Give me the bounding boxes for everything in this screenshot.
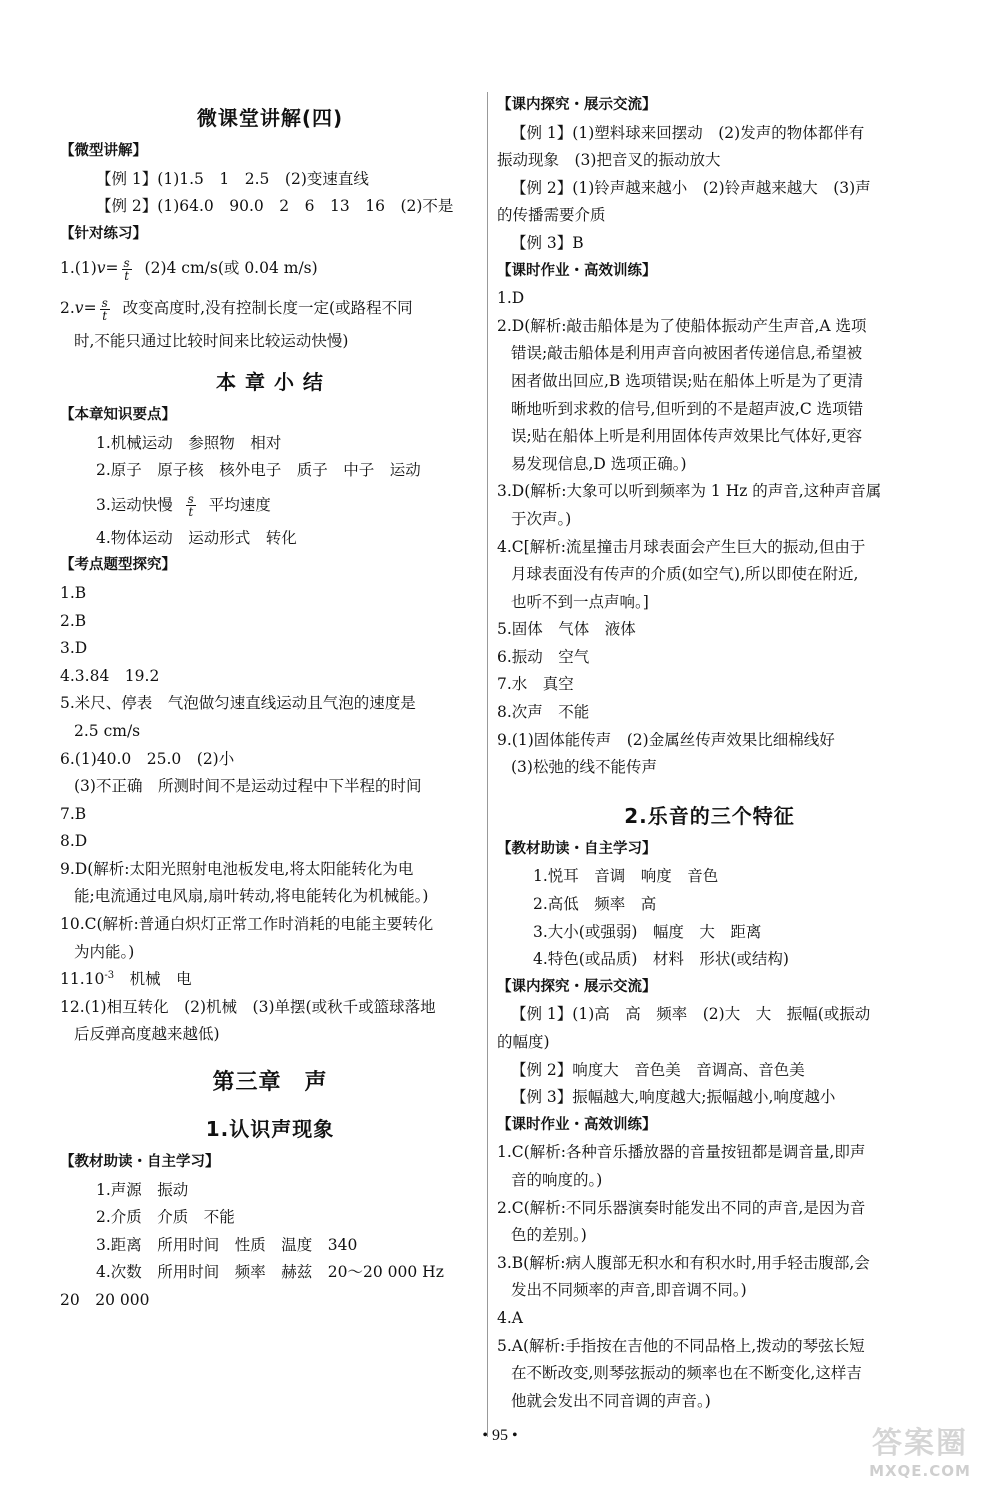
left-column	[60, 92, 480, 1315]
lesson-title: 1.认识声现象	[205, 1117, 335, 1142]
answer-line: 2.D(解析:敲击船体是为了使船体振动产生声音,A 选项	[497, 316, 867, 335]
answer-line: (3)松弛的线不能传声	[511, 758, 657, 777]
answer-line: 易发现信息,D 选项正确。)	[511, 454, 687, 473]
section-header: 【教材助读・自主学习】	[497, 840, 657, 857]
answer-line: 【例 3】B	[511, 233, 584, 252]
answer-line: 6.振动 空气	[497, 647, 590, 666]
answer-line: 的传播需要介质	[497, 206, 606, 225]
chapter-summary-title: 本 章 小 结	[216, 369, 324, 394]
answer-line: 晰地听到求救的信号,但听到的不是超声波,C 选项错	[511, 399, 864, 418]
answer-line: 【例 2】(1)铃声越来越小 (2)铃声越来越大 (3)声	[511, 178, 871, 197]
answer-line: 4.C[解析:流星撞击月球表面会产生巨大的振动,但由于	[497, 537, 866, 556]
answer-line: 1.声源 振动	[96, 1180, 189, 1199]
answer-line: 5.固体 气体 液体	[497, 620, 636, 639]
answer-line: 色的差别。)	[511, 1226, 587, 1245]
section-header: 【针对练习】	[60, 225, 147, 242]
column-divider	[487, 92, 488, 1437]
answer-line: 1.D	[497, 289, 525, 308]
answer-line: 他就会发出不同音调的声音。)	[511, 1391, 711, 1410]
answer-line: 时,不能只通过比较时间来比较运动快慢)	[74, 332, 349, 351]
answer-line: 3.D	[60, 639, 88, 658]
answer-line: 振动现象 (3)把音叉的振动放大	[497, 151, 721, 170]
answer-line: 【例 3】振幅越大,响度越大;振幅越小,响度越小	[511, 1088, 836, 1107]
answer-line: 为内能。)	[74, 942, 135, 961]
answer-line: 1.(1)v= $\frac{s}{t}$ (2)4 cm/s(或 0.04 m/s)	[60, 255, 318, 283]
answer-line: 1.悦耳 音调 响度 音色	[533, 867, 719, 886]
answer-line: 困者做出回应,B 选项错误;贴在船体上听是为了更清	[511, 371, 863, 390]
answer-line: 于次声。)	[511, 509, 572, 528]
answer-line: 月球表面没有传声的介质(如空气),所以即使在附近,	[511, 565, 859, 584]
section-header: 【课内探究・展示交流】	[497, 97, 657, 113]
answer-line: 5.米尺、停表 气泡做匀速直线运动且气泡的速度是	[60, 694, 416, 713]
fraction-s-over-t: $\frac{s}{t}$	[101, 295, 108, 323]
section-header: 【课时作业・高效训练】	[497, 1116, 657, 1133]
micro-lecture-title: 微课堂讲解(四)	[196, 106, 344, 130]
lesson-title: 2.乐音的三个特征	[624, 803, 795, 828]
fraction-s-over-t: $\frac{s}{t}$	[123, 255, 130, 283]
page-number: • 95 •	[482, 1427, 518, 1444]
answer-line: 5.A(解析:手指按在吉他的不同品格上,拨动的琴弦长短	[497, 1336, 865, 1355]
answer-line: 错误;敲击船体是利用声音向被困者传递信息,希望被	[511, 344, 863, 363]
answer-line: 8.D	[60, 832, 88, 851]
section-header: 【本章知识要点】	[60, 406, 176, 423]
answer-line: 【例 2】(1)64.0 90.0 2 6 13 16 (2)不是	[96, 197, 454, 216]
answer-line: 6.(1)40.0 25.0 (2)小	[60, 749, 235, 768]
answer-line: 2.v= $\frac{s}{t}$ 改变高度时,没有控制长度一定(或路程不同	[60, 295, 413, 323]
answer-line: 【例 1】(1)塑料球来回摆动 (2)发声的物体都伴有	[511, 123, 865, 142]
fraction-s-over-t: $\frac{s}{t}$	[187, 492, 194, 520]
answer-line: 误;贴在船体上听是利用固体传声效果比气体好,更容	[511, 427, 863, 446]
answer-line: 【例 1】(1)高 高 频率 (2)大 大 振幅(或振动	[511, 1005, 871, 1024]
answer-line: 的幅度)	[497, 1033, 550, 1051]
answer-line: 4.3.84 19.2	[60, 666, 160, 685]
answer-line: 2.原子 原子核 核外电子 质子 中子 运动	[96, 461, 421, 480]
answer-line: 发出不同频率的声音,即音调不同。)	[511, 1281, 747, 1300]
answer-line: 1.C(解析:各种音乐播放器的音量按钮都是调音量,即声	[497, 1143, 866, 1162]
answer-line: 4.特色(或品质) 材料 形状(或结构)	[533, 950, 789, 969]
answer-line: 20 20 000	[60, 1291, 150, 1309]
answer-line: (3)不正确 所测时间不是运动过程中下半程的时间	[74, 777, 422, 796]
answer-line: 2.高低 频率 高	[533, 895, 657, 914]
answer-line: 能;电流通过电风扇,扇叶转动,将电能转化为机械能。)	[74, 887, 429, 906]
answer-line: 9.(1)固体能传声 (2)金属丝传声效果比细棉线好	[497, 730, 835, 749]
watermark-url: MXQE.COM	[869, 1462, 971, 1480]
answer-line: 3.D(解析:大象可以听到频率为 1 Hz 的声音,这种声音属	[497, 482, 882, 501]
answer-line: 7.B	[60, 804, 87, 823]
watermark-logo	[855, 1418, 985, 1496]
right-column	[497, 92, 922, 1415]
answer-line: 音的响度的。)	[511, 1170, 603, 1189]
section-header: 【微型讲解】	[60, 143, 147, 159]
answer-line: 12.(1)相互转化 (2)机械 (3)单摆(或秋千或篮球落地	[60, 997, 436, 1016]
answer-line: $11.10^{-3}$ 机械 电	[60, 970, 192, 989]
section-header: 【教材助读・自主学习】	[60, 1154, 220, 1171]
answer-line: 10.C(解析:普通白炽灯正常工作时消耗的电能主要转化	[60, 915, 434, 934]
answer-line: 2.B	[60, 611, 87, 630]
answer-line: 3.大小(或强弱) 幅度 大 距离	[533, 922, 762, 941]
answer-line: 2.介质 介质 不能	[96, 1208, 235, 1227]
answer-line: 3.距离 所用时间 性质 温度 340	[96, 1235, 358, 1254]
answer-line: 在不断改变,则琴弦振动的频率也在不断变化,这样吉	[511, 1364, 862, 1383]
section-header: 【考点题型探究】	[60, 557, 176, 574]
answer-line: 也听不到一点声响。]	[511, 592, 649, 611]
section-header: 【课内探究・展示交流】	[497, 978, 657, 995]
watermark-text: 答案圈	[872, 1426, 968, 1461]
answer-line: 后反弹高度越来越低)	[74, 1025, 220, 1044]
answer-line: 8.次声 不能	[497, 703, 590, 722]
answer-line: 1.机械运动 参照物 相对	[96, 433, 282, 452]
answer-line: 4.A	[497, 1308, 523, 1327]
answer-line: 【例 2】响度大 音色美 音调高、音色美	[511, 1060, 805, 1079]
answer-line: 3.B(解析:病人腹部无积水和有积水时,用手轻击腹部,会	[497, 1253, 870, 1272]
answer-line: 4.次数 所用时间 频率 赫兹 20～20 000 Hz	[96, 1263, 444, 1282]
answer-line: 4.物体运动 运动形式 转化	[96, 528, 297, 547]
answer-line: 2.C(解析:不同乐器演奏时能发出不同的声音,是因为音	[497, 1198, 866, 1217]
answer-line: 7.水 真空	[497, 675, 574, 694]
answer-line: 3.运动快慢 $\frac{s}{t}$ 平均速度	[96, 492, 271, 520]
answer-line: 2.5 cm/s	[74, 721, 141, 740]
answer-line: 9.D(解析:太阳光照射电池板发电,将太阳能转化为电	[60, 859, 414, 878]
chapter-title: 第三章 声	[212, 1070, 328, 1096]
section-header: 【课时作业・高效训练】	[497, 262, 657, 279]
answer-line: 【例 1】(1)1.5 1 2.5 (2)变速直线	[96, 169, 369, 188]
answer-line: 1.B	[60, 583, 87, 602]
